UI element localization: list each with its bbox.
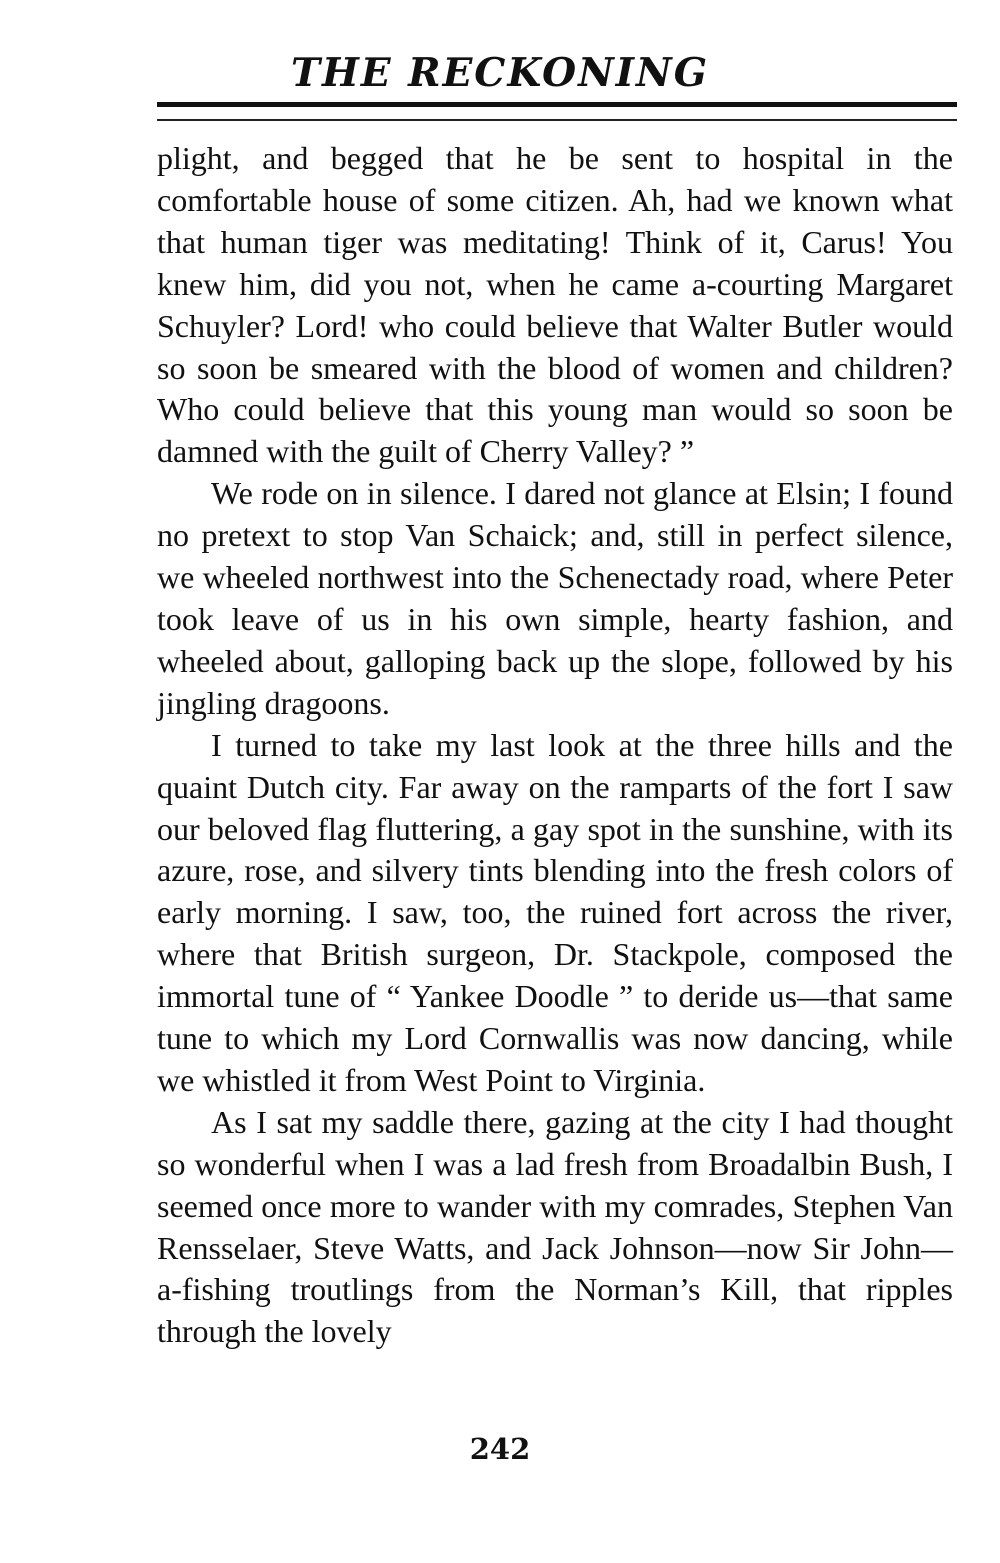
paragraph-continued: plight, and begged that he be sent to hospital in the comfortable house of some citizen. Ah, had we known what that human tiger was meditating! Think of it, Carus! You knew him, did you not, when he came a-courting Margaret Schuyler? Lord! who could believe that Walter Butler would so soon be smeared with the blood of women and children? Who could believe that this young man would so soon be damned with the guilt of Cherry Valley? ” bbox=[157, 140, 953, 470]
header-rule-thick bbox=[157, 102, 957, 107]
body-text bbox=[157, 138, 953, 1353]
page-number: 242 bbox=[469, 1432, 531, 1466]
header-rule-thin bbox=[157, 119, 957, 121]
running-head: THE RECKONING bbox=[290, 50, 710, 96]
paragraph: I turned to take my last look at the three hills and the quaint Dutch city. Far away on the ramparts of the fort I saw our beloved flag fluttering, a gay spot in the sunshine, with its azure, rose, and silvery tints blending into the fresh colors of early morning. I saw, too, the ruined fort across the river, where that British surgeon, Dr. Stackpole, composed the immortal tune of “ Yankee Doodle ” to deride us—that same tune to which my Lord Cornwallis was now dancing, while we whistled it from West Point to Virginia. bbox=[157, 726, 953, 1098]
paragraph: We rode on in silence. I dared not glance at Elsin; I found no pretext to stop Van Schaick; and, still in perfect silence, we wheeled northwest into the Schenectady road, where Peter took leave of us in his own simple, hearty fashion, and wheeled about, galloping back up the slope, followed by his jingling dragoons. bbox=[157, 475, 953, 721]
paragraph: As I sat my saddle there, gazing at the city I had thought so wonderful when I was a lad fresh from Broadalbin Bush, I seemed once more to wander with my comrades, Stephen Van Rensselaer, Steve Watts, and Jack Johnson—now Sir John—a-fishing troutlings from the Norman’s Kill, that ripples through the lovely bbox=[157, 1103, 953, 1350]
